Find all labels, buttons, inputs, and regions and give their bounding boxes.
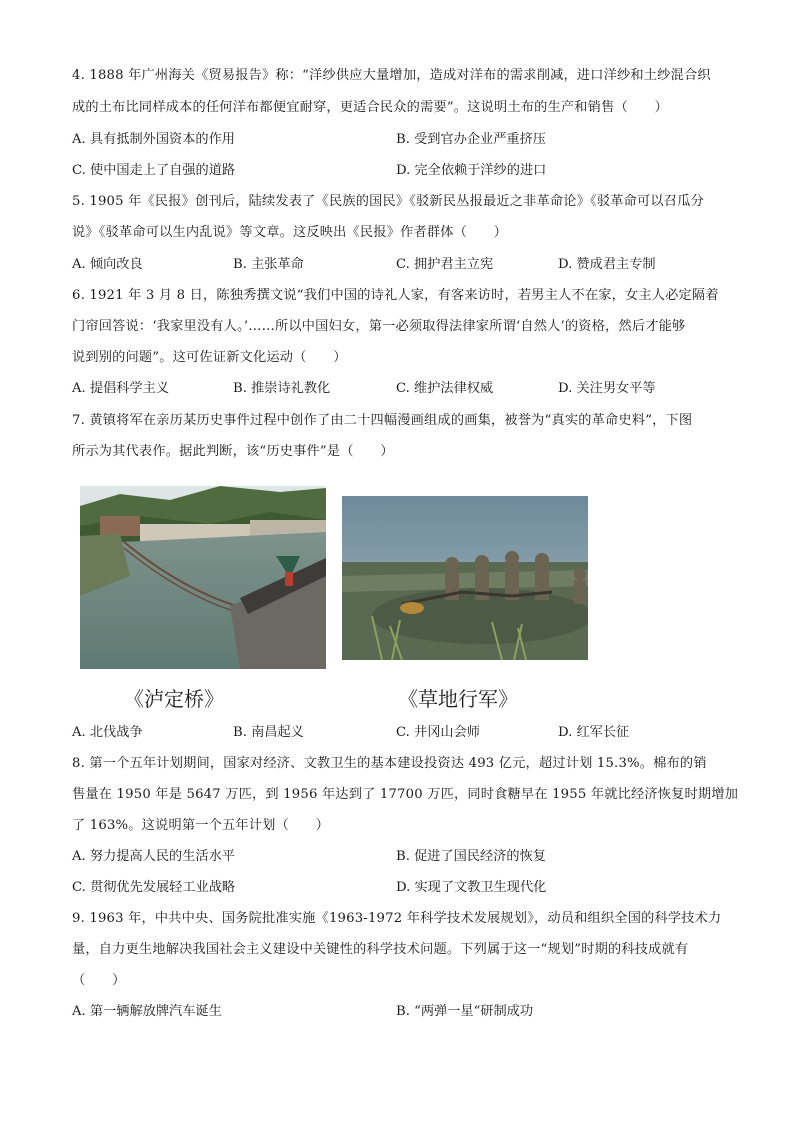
q6-option-d[interactable]: D. 关注男女平等 [558, 381, 656, 396]
q8-stem-line2: 售量在 1950 年是 5647 万匹，到 1956 年达到了 17700 万匹，同时食糖早在 1955 年就比经济恢复时期增加 [72, 787, 739, 802]
grassland-march-image [342, 496, 588, 660]
luding-bridge-caption: 《泸定桥》 [124, 687, 224, 711]
q8-stem-line3: 了 163%。这说明第一个五年计划（ ） [72, 818, 330, 833]
q6-stem-line3: 说到别的问题”。这可佐证新文化运动（ ） [72, 350, 347, 365]
q4-option-a[interactable]: A. 具有抵制外国资本的作用 [72, 132, 235, 147]
grassland-march-caption: 《草地行军》 [398, 687, 518, 711]
q9-option-b[interactable]: B. “两弹一星“研制成功 [396, 1004, 534, 1019]
q8-option-d[interactable]: D. 实现了文教卫生现代化 [396, 880, 547, 895]
q8-option-b[interactable]: B. 促进了国民经济的恢复 [396, 849, 546, 864]
q7-stem-line1: 7. 黄镇将军在亲历某历史事件过程中创作了由二十四幅漫画组成的画集，被誉为“真实的革命史料”，下图 [72, 413, 693, 428]
q9-stem-line3: （ ） [72, 973, 126, 988]
q6-option-c[interactable]: C. 维护法律权威 [396, 381, 494, 396]
q5-option-c[interactable]: C. 拥护君主立宪 [396, 257, 494, 272]
q5-option-b[interactable]: B. 主张革命 [233, 257, 304, 272]
q7-option-a[interactable]: A. 北伐战争 [72, 725, 143, 740]
q7-stem-line2: 所示为其代表作。据此判断，该“历史事件”是（ ） [72, 444, 394, 459]
q4-option-c[interactable]: C. 使中国走上了自强的道路 [72, 163, 236, 178]
luding-bridge-image [80, 486, 326, 669]
q5-stem-line2: 说》《驳革命可以生内乱说》等文章。这反映出《民报》作者群体（ ） [72, 225, 508, 240]
q8-option-c[interactable]: C. 贯彻优先发展轻工业战略 [72, 880, 236, 895]
q9-option-a[interactable]: A. 第一辆解放牌汽车诞生 [72, 1004, 222, 1019]
q6-option-a[interactable]: A. 提倡科学主义 [72, 381, 170, 396]
q4-option-b[interactable]: B. 受到官办企业严重挤压 [396, 132, 546, 147]
q9-stem-line1: 9. 1963 年，中共中央、国务院批准实施《1963-1972 年科学技术发展规划》，动员和组织全国的科学技术力 [72, 911, 722, 926]
q6-stem-line1: 6. 1921 年 3 月 8 日，陈独秀撰文说“我们中国的诗礼人家，有客来访时，若男主人不在家，女主人必定隔着 [72, 288, 719, 303]
q8-option-a[interactable]: A. 努力提高人民的生活水平 [72, 849, 235, 864]
q4-option-d[interactable]: D. 完全依赖于洋纱的进口 [396, 163, 547, 178]
q4-stem-line1: 4. 1888 年广州海关《贸易报告》称：“洋纱供应大量增加，造成对洋布的需求削减，进口洋纱和土纱混合织 [72, 68, 711, 83]
q5-option-d[interactable]: D. 赞成君主专制 [558, 257, 656, 272]
q7-option-d[interactable]: D. 红军长征 [558, 725, 630, 740]
q7-option-b[interactable]: B. 南昌起义 [233, 725, 304, 740]
q4-stem-line2: 成的土布比同样成本的任何洋布都便宜耐穿，更适合民众的需要”。这说明土布的生产和销售（ ） [72, 100, 668, 115]
q8-stem-line1: 8. 第一个五年计划期间，国家对经济、文教卫生的基本建设投资达 493 亿元，超过计划 15.3%。棉布的销 [72, 756, 707, 771]
q5-option-a[interactable]: A. 倾向改良 [72, 257, 143, 272]
q5-stem-line1: 5. 1905 年《民报》创刊后，陆续发表了《民族的国民》《驳新民丛报最近之非革命论》《驳革命可以召瓜分 [72, 194, 704, 209]
q7-option-c[interactable]: C. 井冈山会师 [396, 725, 480, 740]
q6-stem-line2: 门帘回答说：‘我家里没有人。’……所以中国妇女，第一必须取得法律家所谓‘自然人’的资格，然后才能够 [72, 319, 686, 334]
q6-option-b[interactable]: B. 推崇诗礼教化 [233, 381, 331, 396]
q9-stem-line2: 量，自力更生地解决我国社会主义建设中关键性的科学技术问题。下列属于这一“规划”时期的科技成就有 [72, 942, 689, 957]
